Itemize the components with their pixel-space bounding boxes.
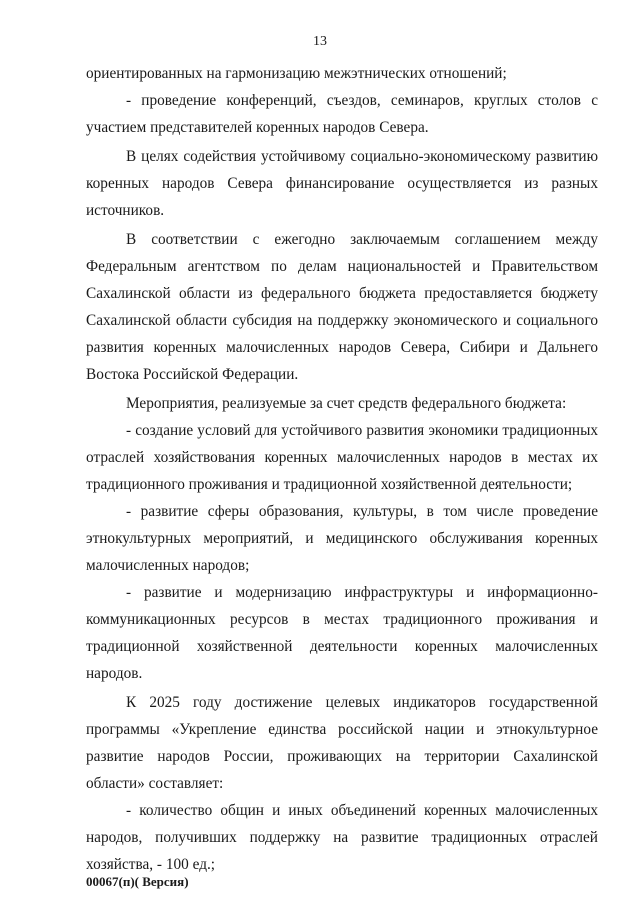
paragraph-measures-heading: Мероприятия, реализуемые за счет средств федерального бюджета: [126, 395, 567, 412]
paragraph-financing: В целях содействия устойчивому социально-экономическому развитию коренных народов Севера финансирование осуществляется из разных источников. [86, 148, 598, 219]
paragraph-indicators: К 2025 году достижение целевых индикаторов государственной программы «Укрепление единства российской нации и этнокультурное развитие народов России, проживающих на территории Сахалинской области» составляет: [86, 694, 598, 792]
paragraph-bullet-economy: - создание условий для устойчивого развития экономики традиционных отраслей хозяйствования коренных малочисленных народов в местах их традиционного проживания и традиционной хозяйственной деятельности; [86, 422, 598, 493]
document-body [86, 60, 598, 878]
paragraph-bullet-education: - развитие сферы образования, культуры, в том числе проведение этнокультурных мероприятий, и медицинского обслуживания коренных малочисленных народов; [86, 503, 598, 574]
paragraph-bullet-infrastructure: - развитие и модернизацию инфраструктуры и информационно-коммуникационных ресурсов в местах традиционного проживания и традиционной хозяйственной деятельности коренных малочисленных народов. [86, 584, 598, 682]
paragraph-bullet-communities: - количество общин и иных объединений коренных малочисленных народов, получивших поддержку на развитие традиционных отраслей хозяйства, - 100 ед.; [86, 802, 598, 873]
page-number: 13 [313, 34, 327, 49]
document-footer-code: 00067(п)( Версия) [86, 874, 189, 889]
paragraph-bullet-conferences: - проведение конференций, съездов, семинаров, круглых столов с участием представителей коренных народов Севера. [86, 92, 598, 136]
paragraph-agreement: В соответствии с ежегодно заключаемым соглашением между Федеральным агентством по делам национальностей и Правительством Сахалинской области из федерального бюджета предоставляется бюджету Сахалинской области субсидия на поддержку экономического и социального развития коренных малочисленных народов Севера, Сибири и Дальнего Востока Российской Федерации. [86, 231, 598, 383]
paragraph-continuation: ориентированных на гармонизацию межэтнических отношений; [86, 65, 507, 82]
